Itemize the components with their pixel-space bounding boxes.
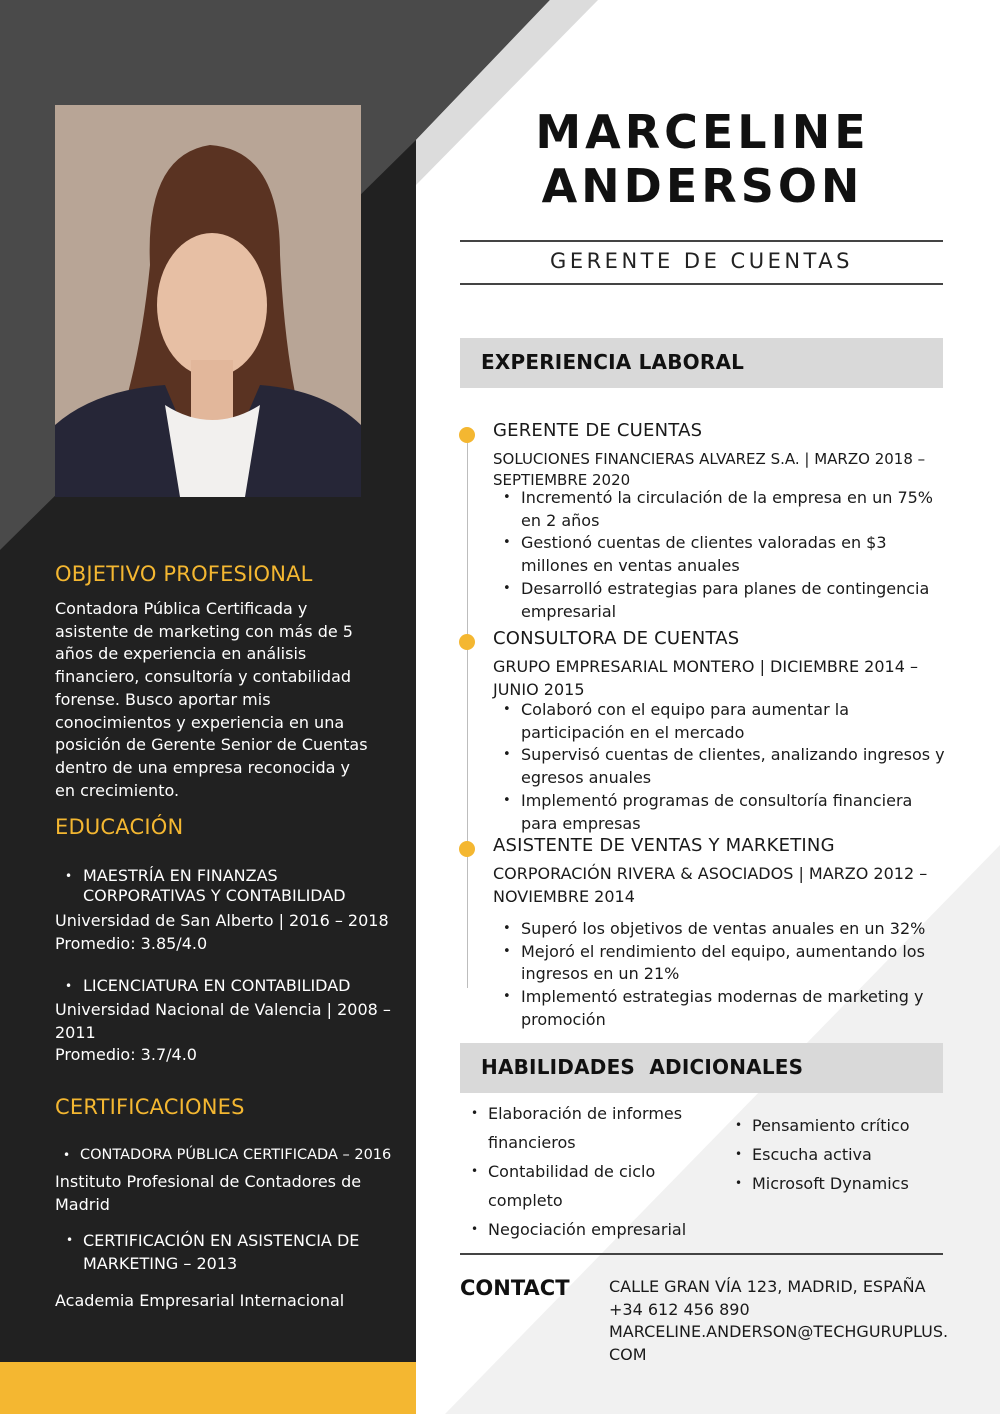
full-name: [460, 105, 945, 213]
job-company: SOLUCIONES FINANCIERAS ALVAREZ S.A. | MARZO 2018 – SEPTIEMBRE 2020: [493, 450, 926, 489]
timeline-dot: [459, 427, 475, 443]
education-degree: • MAESTRÍA EN FINANZAS CORPORATIVAS Y CONTABILIDAD: [83, 866, 383, 906]
list-item: • Mejoró el rendimiento del equipo, aumentando los ingresos en un 21%: [521, 941, 946, 986]
timeline-dot: [459, 634, 475, 650]
job-achievements: [521, 487, 946, 623]
list-item: • Microsoft Dynamics: [752, 1169, 942, 1198]
list-item: • Negociación empresarial: [488, 1215, 708, 1244]
education-school: Universidad Nacional de Valencia | 2008 – 2011: [55, 1000, 391, 1042]
list-item: • Implementó programas de consultoría financiera para empresas: [521, 790, 946, 835]
contact-email[interactable]: MARCELINE.ANDERSON@TECHGURUPLUS.COM: [609, 1322, 949, 1365]
profile-photo: [55, 105, 361, 497]
skills-header: [460, 1043, 943, 1093]
job-company: CORPORACIÓN RIVERA & ASOCIADOS | MARZO 2012 – NOVIEMBRE 2014: [493, 864, 928, 906]
education-school: Universidad de San Alberto | 2016 – 2018: [55, 911, 389, 930]
last-name: ANDERSON: [541, 159, 864, 213]
list-item: • Incrementó la circulación de la empresa en un 75% en 2 años: [521, 487, 946, 532]
contact-label: CONTACT: [460, 1276, 570, 1300]
job-company: GRUPO EMPRESARIAL MONTERO | DICIEMBRE 2014 – JUNIO 2015: [493, 657, 918, 699]
certification-name: • CERTIFICACIÓN EN ASISTENCIA DE MARKETING – 2013: [83, 1229, 383, 1275]
job-achievements: [521, 699, 946, 835]
job-position: GERENTE DE CUENTAS: [493, 420, 703, 441]
education-title: EDUCACIÓN: [55, 815, 184, 839]
list-item: • Gestionó cuentas de clientes valoradas en $3 millones en ventas anuales: [521, 532, 946, 577]
first-name: MARCELINE: [535, 105, 870, 159]
experience-header: [460, 338, 943, 388]
list-item: • Superó los objetivos de ventas anuales en un 32%: [521, 918, 946, 941]
job-achievements: [521, 918, 946, 1032]
education-degree: • LICENCIATURA EN CONTABILIDAD: [83, 976, 383, 996]
certification-issuer: Academia Empresarial Internacional: [55, 1291, 345, 1310]
job-position: ASISTENTE DE VENTAS Y MARKETING: [493, 835, 835, 856]
skills-list-left: [488, 1099, 708, 1244]
divider: [460, 240, 943, 242]
education-gpa: Promedio: 3.7/4.0: [55, 1045, 197, 1064]
skills-title: HABILIDADES ADICIONALES: [481, 1055, 804, 1079]
list-item: • Pensamiento crítico: [752, 1111, 942, 1140]
objective-text: Contadora Pública Certificada y asistente de marketing con más de 5 años de experiencia en análisis financiero, consultoría y contabilidad forense. Busco aportar mis conocimientos y experiencia en una posición de Gerente Senior de Cuentas dentro de una empresa reconocida y en crecimiento.: [55, 599, 368, 800]
list-item: • Colaboró con el equipo para aumentar la participación en el mercado: [521, 699, 946, 744]
job-title: GERENTE DE CUENTAS: [550, 249, 853, 273]
certification-issuer: Instituto Profesional de Contadores de Madrid: [55, 1172, 362, 1214]
timeline-dot: [459, 841, 475, 857]
objective-title: OBJETIVO PROFESIONAL: [55, 562, 313, 586]
divider: [460, 283, 943, 285]
certification-name: • CONTADORA PÚBLICA CERTIFICADA – 2016: [80, 1144, 410, 1167]
timeline-line: [467, 435, 468, 988]
experience-title: EXPERIENCIA LABORAL: [481, 350, 745, 374]
list-item: • Implementó estrategias modernas de marketing y promoción: [521, 986, 946, 1031]
list-item: • Desarrolló estrategias para planes de contingencia empresarial: [521, 578, 946, 623]
divider: [460, 1253, 943, 1255]
list-item: • Escucha activa: [752, 1140, 942, 1169]
skills-list-right: [752, 1111, 942, 1198]
list-item: • Supervisó cuentas de clientes, analizando ingresos y egresos anuales: [521, 744, 946, 789]
certifications-title: CERTIFICACIONES: [55, 1095, 245, 1119]
list-item: • Elaboración de informes financieros: [488, 1099, 708, 1157]
education-gpa: Promedio: 3.85/4.0: [55, 934, 208, 953]
contact-info: [609, 1276, 949, 1367]
job-position: CONSULTORA DE CUENTAS: [493, 628, 740, 649]
contact-phone: +34 612 456 890: [609, 1299, 750, 1319]
contact-address: CALLE GRAN VÍA 123, MADRID, ESPAÑA: [609, 1277, 926, 1296]
list-item: • Contabilidad de ciclo completo: [488, 1157, 708, 1215]
